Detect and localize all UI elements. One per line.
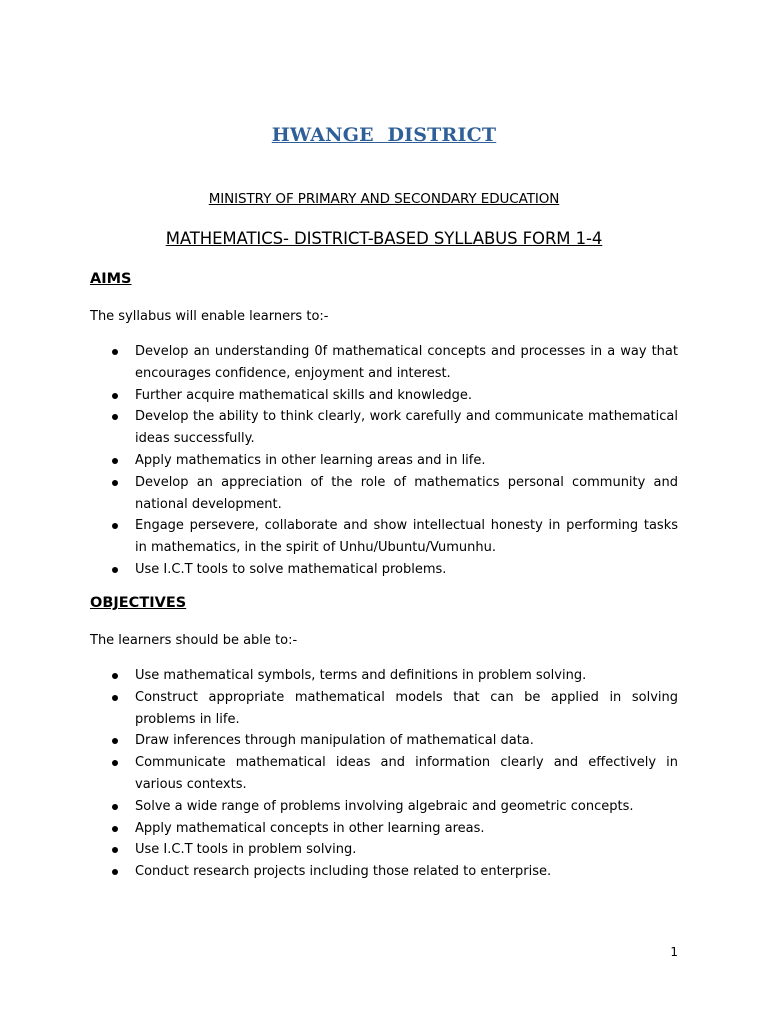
list-item: Develop an appreciation of the role of mathematics personal community and national development. (90, 472, 678, 516)
aims-intro: The syllabus will enable learners to:- (90, 309, 329, 324)
bullet-icon (112, 414, 118, 420)
list-item: Develop the ability to think clearly, work carefully and communicate mathematical ideas successfully. (90, 406, 678, 450)
list-item: Apply mathematical concepts in other learning areas. (90, 818, 678, 840)
bullet-icon (112, 760, 118, 766)
bullet-icon (112, 567, 118, 573)
bullet-icon (112, 869, 118, 875)
list-item: Construct appropriate mathematical models that can be applied in solving problems in life. (90, 687, 678, 731)
bullet-icon (112, 458, 118, 464)
aims-heading: AIMS (90, 271, 132, 287)
syllabus-title: MATHEMATICS- DISTRICT-BASED SYLLABUS FORM 1-4 (165, 229, 603, 248)
bullet-icon (112, 673, 118, 679)
bullet-icon (112, 847, 118, 853)
list-item: Use I.C.T tools in problem solving. (90, 839, 678, 861)
objectives-intro: The learners should be able to:- (90, 633, 298, 648)
list-item: Use mathematical symbols, terms and definitions in problem solving. (90, 665, 678, 687)
bullet-icon (112, 393, 118, 399)
bullet-icon (112, 349, 118, 355)
list-item: Engage persevere, collaborate and show intellectual honesty in performing tasks in mathematics, in the spirit of Unhu/Ubuntu/Vumunhu. (90, 515, 678, 559)
objectives-list (90, 665, 678, 883)
aims-list (90, 341, 678, 581)
bullet-icon (112, 826, 118, 832)
list-item: Develop an understanding 0f mathematical concepts and processes in a way that encourages confidence, enjoyment and interest. (90, 341, 678, 385)
ministry-heading: MINISTRY OF PRIMARY AND SECONDARY EDUCATION (208, 191, 560, 207)
objectives-heading: OBJECTIVES (90, 595, 187, 611)
list-item: Conduct research projects including those related to enterprise. (90, 861, 678, 883)
bullet-icon (112, 695, 118, 701)
list-item: Further acquire mathematical skills and knowledge. (90, 385, 678, 407)
list-item: Communicate mathematical ideas and information clearly and effectively in various contexts. (90, 752, 678, 796)
list-item: Draw inferences through manipulation of mathematical data. (90, 730, 678, 752)
list-item: Apply mathematics in other learning areas and in life. (90, 450, 678, 472)
district-title: HWANGE DISTRICT (271, 124, 497, 146)
list-item: Solve a wide range of problems involving algebraic and geometric concepts. (90, 796, 678, 818)
list-item: Use I.C.T tools to solve mathematical problems. (90, 559, 678, 581)
bullet-icon (112, 738, 118, 744)
bullet-icon (112, 804, 118, 810)
bullet-icon (112, 480, 118, 486)
bullet-icon (112, 523, 118, 529)
page-number: 1 (670, 945, 678, 959)
